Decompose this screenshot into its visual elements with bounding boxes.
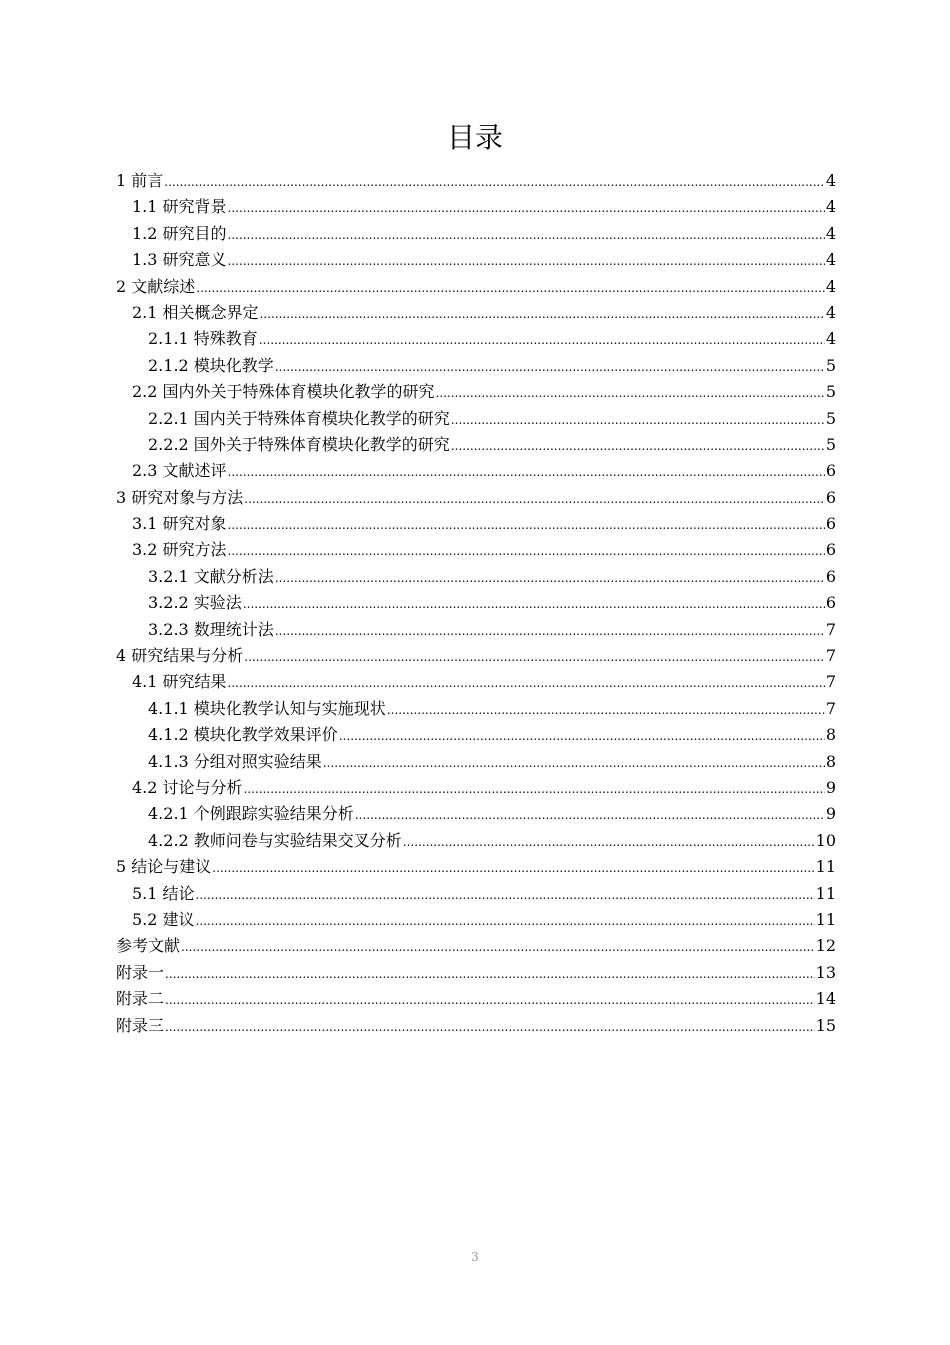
toc-entry[interactable] bbox=[116, 617, 836, 643]
toc-entry-page: 5 bbox=[825, 434, 836, 454]
toc-entry-page: 15 bbox=[815, 1015, 836, 1035]
toc-entry[interactable] bbox=[116, 537, 836, 563]
toc-entry-label: 1 前言 bbox=[116, 171, 164, 190]
toc-leader-dots bbox=[387, 697, 825, 723]
toc-entry[interactable] bbox=[116, 696, 836, 722]
toc-entry-page: 4 bbox=[825, 171, 836, 190]
toc-entry[interactable] bbox=[116, 749, 836, 775]
toc-entry-label: 1.1 研究背景 bbox=[132, 197, 227, 217]
page-title: 目录 bbox=[446, 121, 503, 154]
toc-entry[interactable] bbox=[116, 1013, 836, 1039]
toc-leader-dots bbox=[228, 248, 825, 274]
toc-entry-label: 4.2.1 个例跟踪实验结果分析 bbox=[148, 804, 354, 824]
toc-entry[interactable] bbox=[116, 854, 836, 880]
toc-leader-dots bbox=[260, 301, 825, 327]
toc-entry-label: 5.1 结论 bbox=[132, 883, 195, 903]
toc-entry-label: 4.1.2 模块化教学效果评价 bbox=[148, 725, 338, 745]
toc-leader-dots bbox=[244, 644, 825, 670]
toc-entry[interactable] bbox=[116, 590, 836, 616]
toc-entry-page: 12 bbox=[815, 936, 836, 956]
toc-entry-label: 4.2.2 教师问卷与实验结果交叉分析 bbox=[148, 830, 402, 850]
toc-entry[interactable] bbox=[116, 221, 836, 247]
toc-leader-dots bbox=[212, 855, 814, 881]
toc-entry-page: 8 bbox=[825, 751, 836, 771]
toc-entry-label: 3.2.1 文献分析法 bbox=[148, 566, 274, 586]
toc-leader-dots bbox=[339, 723, 825, 749]
toc-leader-dots bbox=[228, 222, 825, 248]
toc-entry-page: 11 bbox=[815, 909, 836, 929]
toc-entry-label: 2.2 国内外关于特殊体育模块化教学的研究 bbox=[132, 382, 435, 402]
toc-entry-label: 1.2 研究目的 bbox=[132, 223, 227, 243]
toc-entry-page: 10 bbox=[815, 830, 836, 850]
toc-leader-dots bbox=[228, 512, 825, 538]
toc-entry-page: 14 bbox=[815, 989, 836, 1009]
toc-entry-page: 4 bbox=[825, 276, 836, 296]
toc-entry-label: 3.1 研究对象 bbox=[132, 514, 227, 534]
toc-leader-dots bbox=[228, 195, 825, 221]
toc-entry-page: 9 bbox=[825, 777, 836, 797]
toc-entry[interactable] bbox=[116, 801, 836, 827]
toc-entry-page: 6 bbox=[825, 566, 836, 586]
toc-entry-page: 6 bbox=[825, 461, 836, 481]
toc-entry-label: 3.2 研究方法 bbox=[132, 540, 227, 560]
toc-entry-page: 11 bbox=[815, 857, 836, 877]
toc-entry-label: 5.2 建议 bbox=[132, 909, 195, 929]
toc-entry[interactable] bbox=[116, 300, 836, 326]
toc-leader-dots bbox=[196, 882, 815, 908]
toc-entry-label: 3 研究对象与方法 bbox=[116, 487, 244, 507]
toc-leader-dots bbox=[275, 354, 825, 380]
toc-entry-page: 6 bbox=[825, 514, 836, 534]
toc-entry-label: 附录二 bbox=[116, 989, 165, 1009]
toc-leader-dots bbox=[228, 459, 825, 485]
toc-entry-page: 4 bbox=[825, 329, 836, 349]
toc-entry-page: 13 bbox=[815, 962, 836, 982]
table-of-contents bbox=[116, 168, 836, 1039]
toc-entry-label: 4.2 讨论与分析 bbox=[132, 777, 243, 797]
toc-leader-dots bbox=[244, 776, 825, 802]
toc-entry-label: 4.1.3 分组对照实验结果 bbox=[148, 751, 322, 771]
toc-leader-dots bbox=[228, 670, 825, 696]
toc-entry-page: 4 bbox=[825, 250, 836, 270]
toc-entry[interactable] bbox=[116, 168, 836, 194]
toc-entry[interactable] bbox=[116, 775, 836, 801]
toc-entry-label: 2.1 相关概念界定 bbox=[132, 302, 259, 322]
toc-entry[interactable] bbox=[116, 828, 836, 854]
toc-entry[interactable] bbox=[116, 353, 836, 379]
toc-leader-dots bbox=[243, 591, 825, 617]
toc-entry[interactable] bbox=[116, 326, 836, 352]
toc-leader-dots bbox=[403, 829, 815, 855]
toc-entry-page: 8 bbox=[825, 725, 836, 745]
toc-entry[interactable] bbox=[116, 274, 836, 300]
toc-leader-dots bbox=[275, 618, 825, 644]
toc-entry-label: 附录三 bbox=[116, 1015, 165, 1035]
toc-leader-dots bbox=[196, 275, 825, 301]
toc-entry-page: 6 bbox=[825, 540, 836, 560]
toc-leader-dots bbox=[181, 934, 815, 960]
toc-entry-label: 2.2.1 国内关于特殊体育模块化教学的研究 bbox=[148, 408, 450, 428]
toc-entry[interactable] bbox=[116, 194, 836, 220]
page-number: 3 bbox=[471, 1250, 479, 1264]
toc-entry-label: 3.2.3 数理统计法 bbox=[148, 619, 274, 639]
toc-entry[interactable] bbox=[116, 933, 836, 959]
toc-leader-dots bbox=[244, 486, 825, 512]
toc-leader-dots bbox=[259, 327, 825, 353]
toc-entry-page: 4 bbox=[825, 197, 836, 217]
toc-entry-label: 2.1.2 模块化教学 bbox=[148, 355, 274, 375]
toc-entry-label: 4.1.1 模块化教学认知与实施现状 bbox=[148, 698, 386, 718]
toc-entry-page: 7 bbox=[825, 672, 836, 692]
toc-entry-page: 7 bbox=[825, 646, 836, 666]
toc-leader-dots bbox=[355, 802, 825, 828]
toc-leader-dots bbox=[165, 987, 815, 1013]
toc-leader-dots bbox=[275, 565, 825, 591]
toc-entry[interactable] bbox=[116, 564, 836, 590]
toc-leader-dots bbox=[165, 1014, 815, 1040]
toc-entry-label: 3.2.2 实验法 bbox=[148, 593, 242, 613]
toc-entry-label: 2.3 文献述评 bbox=[132, 461, 227, 481]
toc-entry[interactable] bbox=[116, 960, 836, 986]
toc-entry-page: 7 bbox=[825, 619, 836, 639]
toc-entry-label: 2.1.1 特殊教育 bbox=[148, 329, 258, 349]
toc-entry-page: 5 bbox=[825, 382, 836, 402]
toc-entry[interactable] bbox=[116, 907, 836, 933]
toc-entry-page: 5 bbox=[825, 408, 836, 428]
toc-entry-page: 5 bbox=[825, 355, 836, 375]
toc-entry[interactable] bbox=[116, 669, 836, 695]
toc-entry-page: 6 bbox=[825, 487, 836, 507]
toc-entry-page: 11 bbox=[815, 883, 836, 903]
toc-leader-dots bbox=[451, 407, 825, 433]
toc-entry-page: 7 bbox=[825, 698, 836, 718]
toc-entry[interactable] bbox=[116, 643, 836, 669]
toc-entry[interactable] bbox=[116, 458, 836, 484]
toc-entry-page: 6 bbox=[825, 593, 836, 613]
toc-entry[interactable] bbox=[116, 722, 836, 748]
toc-entry-page: 4 bbox=[825, 223, 836, 243]
toc-entry[interactable] bbox=[116, 986, 836, 1012]
toc-entry-label: 5 结论与建议 bbox=[116, 857, 212, 877]
toc-leader-dots bbox=[165, 961, 815, 987]
toc-leader-dots bbox=[451, 433, 825, 459]
toc-entry[interactable] bbox=[116, 432, 836, 458]
toc-entry[interactable] bbox=[116, 485, 836, 511]
toc-entry[interactable] bbox=[116, 511, 836, 537]
toc-leader-dots bbox=[323, 750, 825, 776]
toc-entry[interactable] bbox=[116, 406, 836, 432]
toc-entry[interactable] bbox=[116, 247, 836, 273]
toc-leader-dots bbox=[436, 380, 825, 406]
toc-leader-dots bbox=[228, 538, 825, 564]
toc-entry-label: 2.2.2 国外关于特殊体育模块化教学的研究 bbox=[148, 434, 450, 454]
toc-leader-dots bbox=[196, 908, 815, 934]
toc-entry[interactable] bbox=[116, 881, 836, 907]
toc-entry-label: 1.3 研究意义 bbox=[132, 250, 227, 270]
toc-entry-label: 2 文献综述 bbox=[116, 276, 196, 296]
toc-entry-label: 附录一 bbox=[116, 962, 165, 982]
toc-entry-page: 9 bbox=[825, 804, 836, 824]
toc-entry[interactable] bbox=[116, 379, 836, 405]
toc-leader-dots bbox=[164, 169, 825, 195]
toc-entry-label: 4 研究结果与分析 bbox=[116, 646, 244, 666]
toc-entry-label: 参考文献 bbox=[116, 936, 181, 956]
toc-entry-page: 4 bbox=[825, 302, 836, 322]
toc-entry-label: 4.1 研究结果 bbox=[132, 672, 227, 692]
